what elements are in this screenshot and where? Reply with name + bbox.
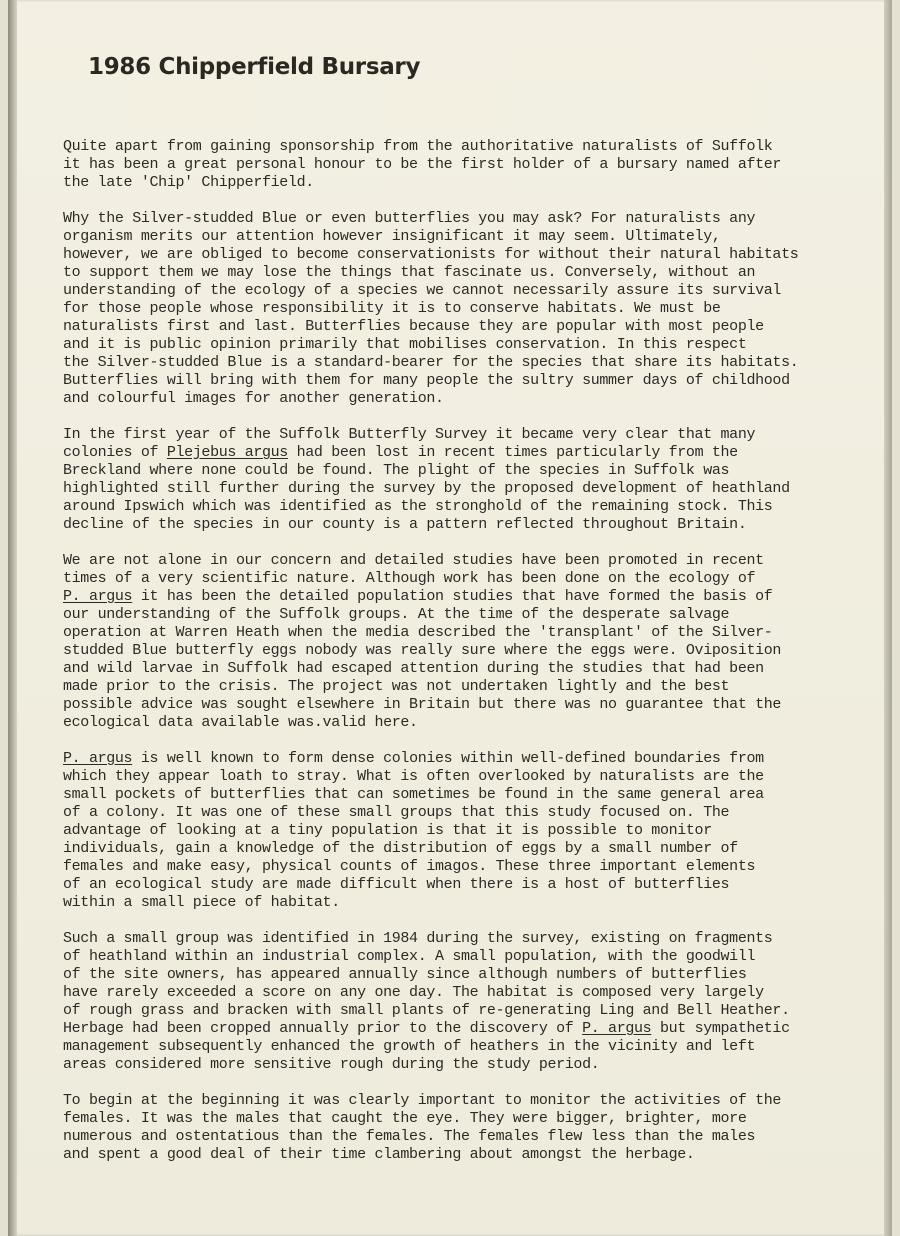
text-line xyxy=(63,930,853,948)
text-segment: organism merits our attention however insignificant it may seem. Ultimately, xyxy=(63,228,721,245)
text-segment: Butterflies will bring with them for many people the sultry summer days of childhood xyxy=(63,372,790,389)
paragraph xyxy=(63,210,853,408)
text-segment: it has been the detailed population studies that have formed the basis of xyxy=(132,588,773,605)
text-segment: around Ipswich which was identified as the stronghold of the remaining stock. This xyxy=(63,498,773,515)
text-segment: small pockets of butterflies that can sometimes be found in the same general area xyxy=(63,786,764,803)
text-segment: which they appear loath to stray. What is often overlooked by naturalists are the xyxy=(63,768,764,785)
text-line xyxy=(63,696,853,714)
text-line xyxy=(63,354,853,372)
text-segment: individuals, gain a knowledge of the distribution of eggs by a small number of xyxy=(63,840,738,857)
text-segment: and it is public opinion primarily that mobilises conservation. In this respect xyxy=(63,336,747,353)
text-segment: within a small piece of habitat. xyxy=(63,894,340,911)
text-line xyxy=(63,894,853,912)
text-segment: made prior to the crisis. The project was not undertaken lightly and the best xyxy=(63,678,730,695)
text-segment: Why the Silver-studded Blue or even butterflies you may ask? For naturalists any xyxy=(63,210,756,227)
text-segment: times of a very scientific nature. Although work has been done on the ecology of xyxy=(63,570,756,587)
document-page xyxy=(8,0,892,1236)
text-line xyxy=(63,984,853,1002)
text-line xyxy=(63,768,853,786)
text-segment: the Silver-studded Blue is a standard-bearer for the species that share its habitats. xyxy=(63,354,799,371)
text-line xyxy=(63,642,853,660)
text-line xyxy=(63,372,853,390)
text-line xyxy=(63,588,853,606)
text-segment: of rough grass and bracken with small plants of re-generating Ling and Bell Heather. xyxy=(63,1002,790,1019)
text-line xyxy=(63,1056,853,1074)
text-line xyxy=(63,426,853,444)
text-segment: it has been a great personal honour to be the first holder of a bursary named after xyxy=(63,156,782,173)
text-line xyxy=(63,948,853,966)
species-name-underlined: P. argus xyxy=(63,750,133,767)
text-line xyxy=(63,822,853,840)
text-segment: advantage of looking at a tiny population is that it is possible to monitor xyxy=(63,822,712,839)
text-line xyxy=(63,1038,853,1056)
text-segment: naturalists first and last. Butterflies because they are popular with most people xyxy=(63,318,764,335)
text-segment: is well known to form dense colonies within well-defined boundaries from xyxy=(132,750,764,767)
text-line xyxy=(63,210,853,228)
text-segment: We are not alone in our concern and detailed studies have been promoted in recent xyxy=(63,552,764,569)
text-line xyxy=(63,516,853,534)
text-line xyxy=(63,300,853,318)
text-line xyxy=(63,1146,853,1164)
text-line xyxy=(63,1110,853,1128)
text-line xyxy=(63,570,853,588)
paragraph xyxy=(63,426,853,534)
text-segment: operation at Warren Heath when the media described the 'transplant' of the Silver- xyxy=(63,624,773,641)
text-segment: have rarely exceeded a score on any one day. The habitat is composed very largely xyxy=(63,984,764,1001)
text-line xyxy=(63,138,853,156)
text-line xyxy=(63,156,853,174)
text-segment: of a colony. It was one of these small groups that this study focused on. The xyxy=(63,804,730,821)
text-segment: studded Blue butterfly eggs nobody was really sure where the eggs were. Oviposition xyxy=(63,642,782,659)
text-segment: had been lost in recent times particularly from the xyxy=(287,444,738,461)
text-segment: numerous and ostentatious than the females. The females flew less than the males xyxy=(63,1128,756,1145)
text-line xyxy=(63,966,853,984)
paragraph xyxy=(63,552,853,732)
text-line xyxy=(63,228,853,246)
text-segment: for those people whose responsibility it is to conserve habitats. We must be xyxy=(63,300,721,317)
text-segment: however, we are obliged to become conservationists for without their natural habitats xyxy=(63,246,799,263)
text-segment: of an ecological study are made difficult when there is a host of butterflies xyxy=(63,876,730,893)
text-line xyxy=(63,840,853,858)
species-name-underlined: Plejebus argus xyxy=(166,444,288,461)
paragraph xyxy=(63,930,853,1074)
text-segment: Quite apart from gaining sponsorship from the authoritative naturalists of Suffolk xyxy=(63,138,773,155)
text-line xyxy=(63,174,853,192)
text-segment: and colourful images for another generation. xyxy=(63,390,444,407)
text-segment: but sympathetic xyxy=(651,1020,790,1037)
text-line xyxy=(63,336,853,354)
text-line xyxy=(63,876,853,894)
text-line xyxy=(63,390,853,408)
text-line xyxy=(63,606,853,624)
text-line xyxy=(63,282,853,300)
paragraph xyxy=(63,750,853,912)
text-segment: management subsequently enhanced the growth of heathers in the vicinity and left xyxy=(63,1038,756,1055)
text-segment: our understanding of the Suffolk groups. At the time of the desperate salvage xyxy=(63,606,730,623)
text-segment: and wild larvae in Suffolk had escaped attention during the studies that had been xyxy=(63,660,764,677)
page-left-edge xyxy=(8,0,17,1236)
text-segment: Such a small group was identified in 1984 during the survey, existing on fragments xyxy=(63,930,773,947)
document-title: 1986 Chipperfield Bursary xyxy=(88,54,421,80)
text-segment: colonies of xyxy=(63,444,167,461)
text-line xyxy=(63,750,853,768)
text-line xyxy=(63,858,853,876)
text-segment: females and make easy, physical counts of imagos. These three important elements xyxy=(63,858,756,875)
text-segment: areas considered more sensitive rough during the study period. xyxy=(63,1056,600,1073)
text-segment: ecological data available was.valid here. xyxy=(63,714,418,731)
text-line xyxy=(63,1128,853,1146)
text-segment: to support them we may lose the things that fascinate us. Conversely, without an xyxy=(63,264,756,281)
text-line xyxy=(63,462,853,480)
text-line xyxy=(63,624,853,642)
text-segment: the late 'Chip' Chipperfield. xyxy=(63,174,314,191)
page-right-edge xyxy=(884,0,892,1236)
text-segment: and spent a good deal of their time clambering about amongst the herbage. xyxy=(63,1146,695,1163)
text-segment: To begin at the beginning it was clearly important to monitor the activities of the xyxy=(63,1092,782,1109)
text-segment: decline of the species in our county is a pattern reflected throughout Britain. xyxy=(63,516,747,533)
text-line xyxy=(63,786,853,804)
text-line xyxy=(63,480,853,498)
paragraph xyxy=(63,1092,853,1164)
text-segment: In the first year of the Suffolk Butterfly Survey it became very clear that many xyxy=(63,426,756,443)
text-line xyxy=(63,498,853,516)
text-segment: of the site owners, has appeared annually since although numbers of butterflies xyxy=(63,966,747,983)
paragraph xyxy=(63,138,853,192)
text-line xyxy=(63,1002,853,1020)
text-segment: possible advice was sought elsewhere in Britain but there was no guarantee that the xyxy=(63,696,782,713)
text-segment: Herbage had been cropped annually prior to the discovery of xyxy=(63,1020,583,1037)
text-segment: of heathland within an industrial complex. A small population, with the goodwill xyxy=(63,948,756,965)
text-line xyxy=(63,552,853,570)
document-body xyxy=(63,138,853,1182)
text-line xyxy=(63,714,853,732)
text-line xyxy=(63,318,853,336)
text-line xyxy=(63,678,853,696)
text-line xyxy=(63,804,853,822)
text-line xyxy=(63,264,853,282)
text-line xyxy=(63,1020,853,1038)
text-line xyxy=(63,246,853,264)
species-name-underlined: P. argus xyxy=(582,1020,652,1037)
species-name-underlined: P. argus xyxy=(63,588,133,605)
text-segment: Breckland where none could be found. The plight of the species in Suffolk was xyxy=(63,462,730,479)
text-segment: females. It was the males that caught the eye. They were bigger, brighter, more xyxy=(63,1110,747,1127)
text-segment: understanding of the ecology of a species we cannot necessarily assure its survival xyxy=(63,282,782,299)
text-line xyxy=(63,444,853,462)
text-line xyxy=(63,1092,853,1110)
text-line xyxy=(63,660,853,678)
text-segment: highlighted still further during the survey by the proposed development of heathland xyxy=(63,480,790,497)
